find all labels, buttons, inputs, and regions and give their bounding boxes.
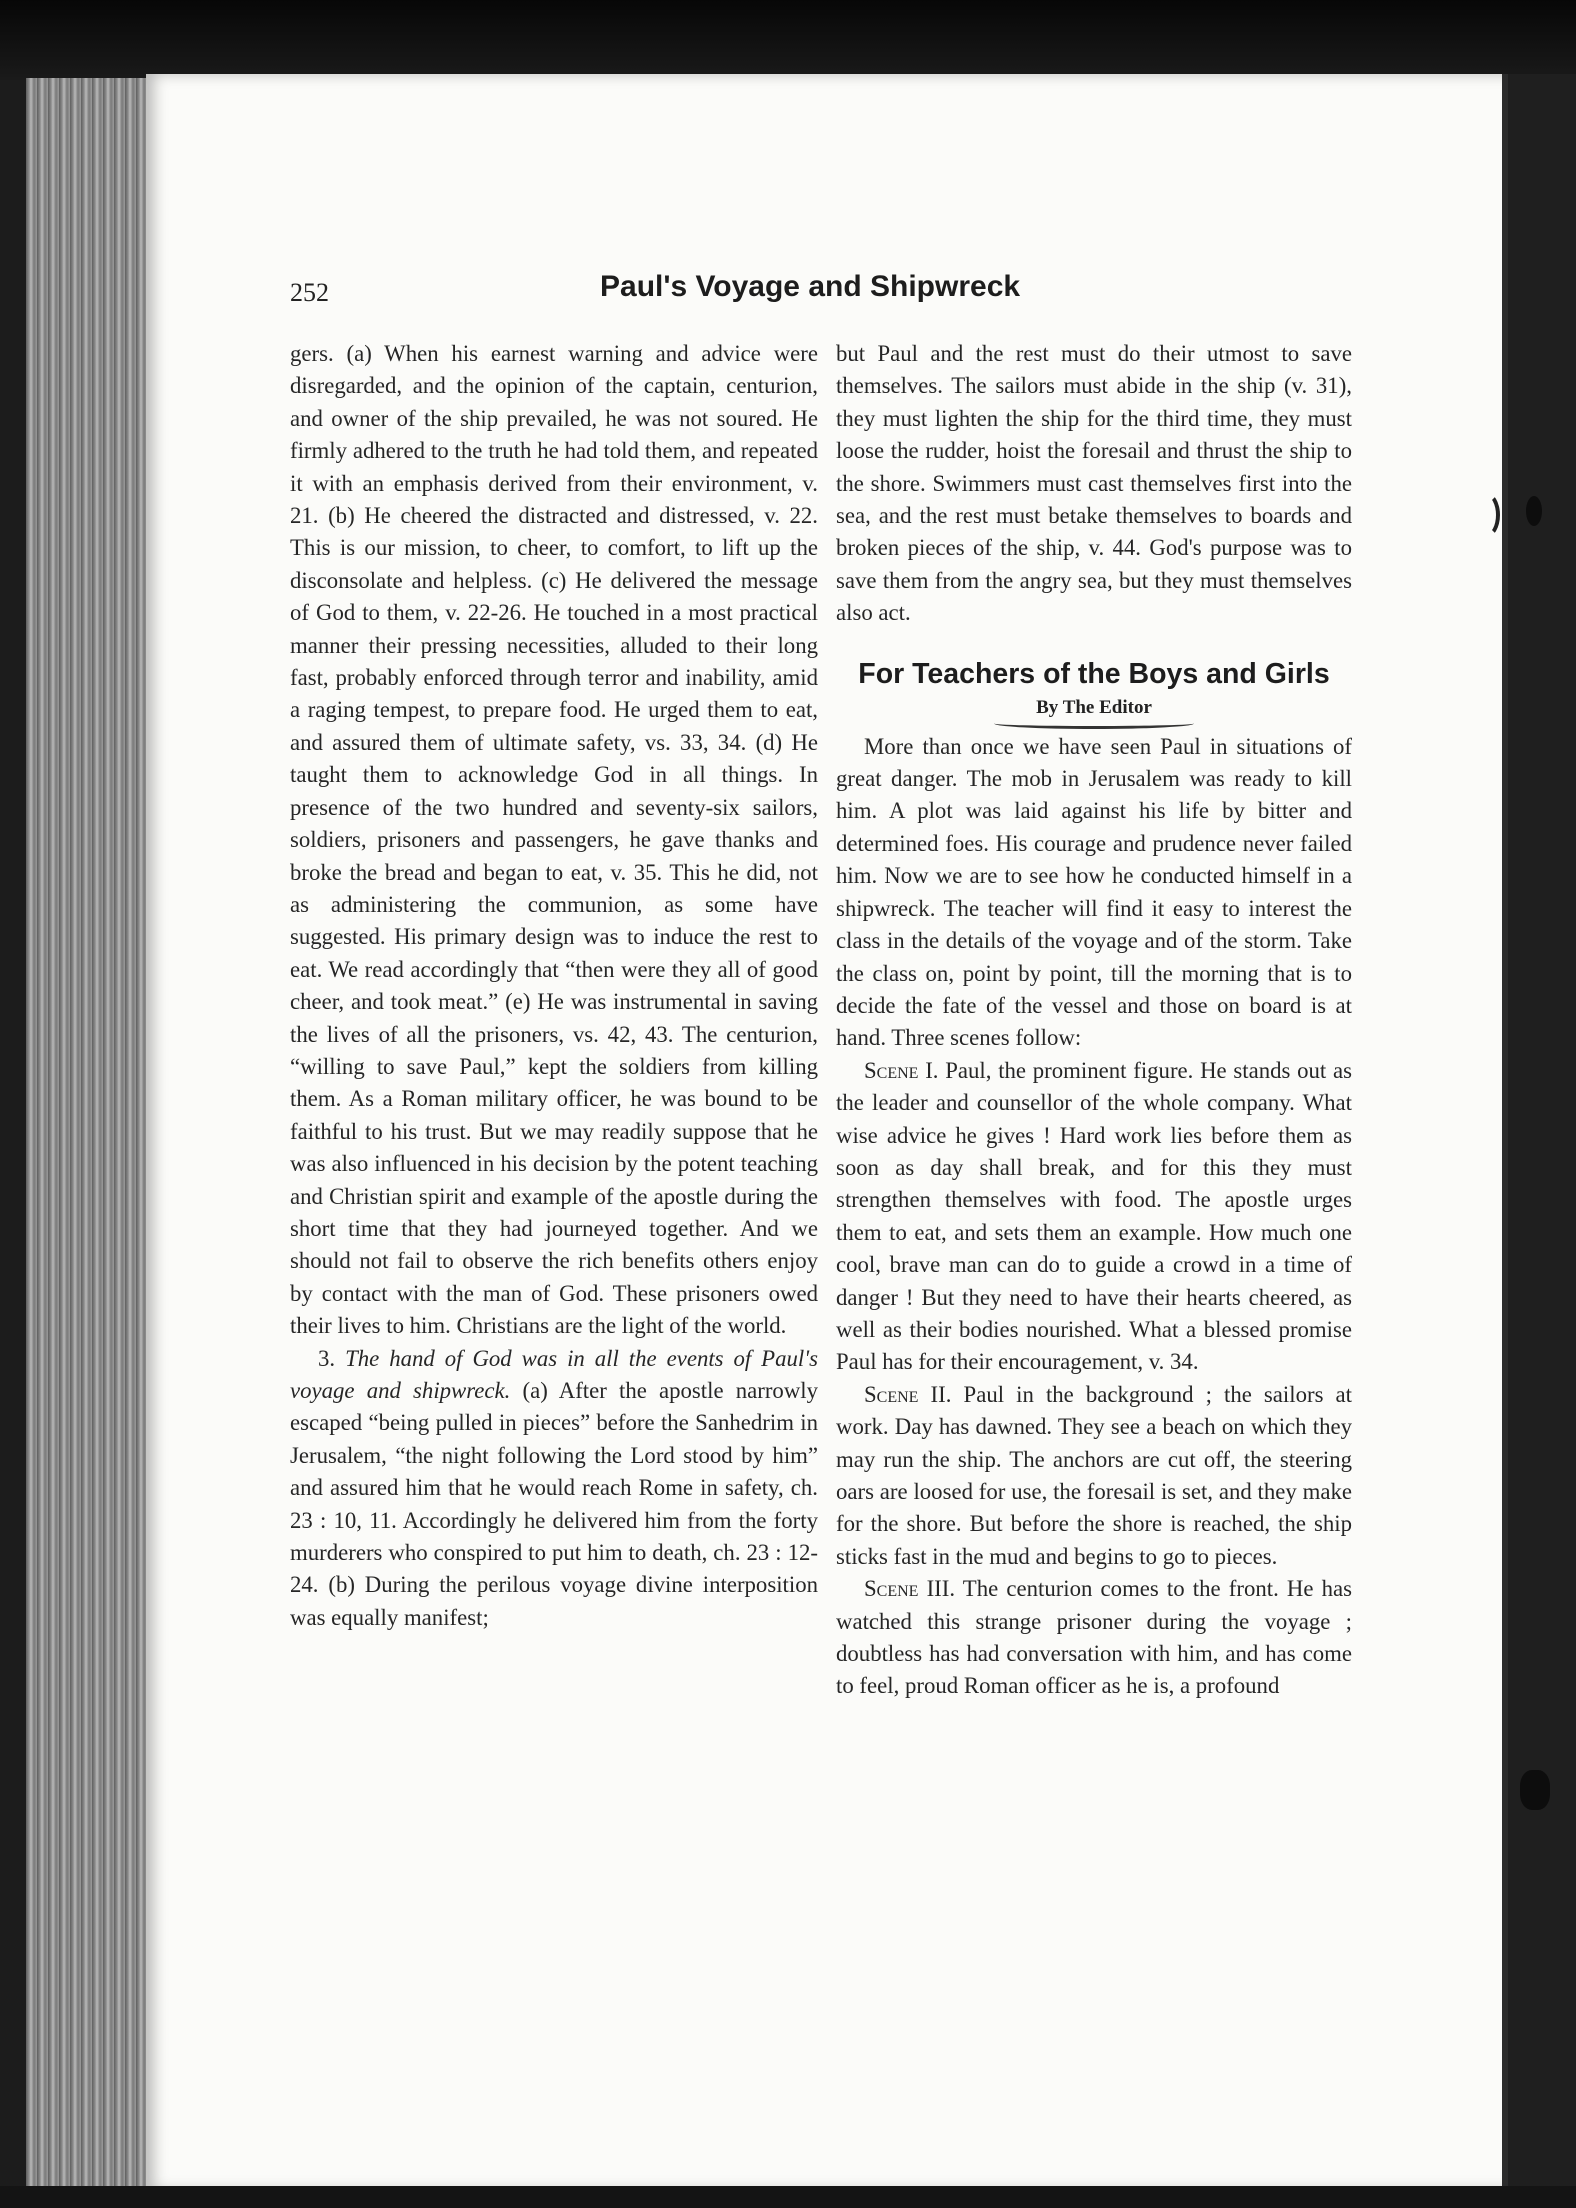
scene-2-label: Scene II. [864, 1381, 952, 1407]
point-heading: The hand of God was in all the events of Paul's voyage and shipwreck. [290, 1345, 818, 1403]
running-head [290, 270, 1390, 314]
left-paragraph-2 [290, 1343, 818, 1635]
scan-bottom-border [0, 2186, 1576, 2208]
scene-2-body: Paul in the background ; the sailors at work. Day has dawned. They see a beach on which they may run the ship. The anchors are cut off, the steering oars are loosed for use, the foresail is set, and they make for the shore. But before the shore is reached, the ship sticks fast in the mud and begins to go to pieces. [836, 1381, 1352, 1569]
point-number: 3. [318, 1345, 336, 1371]
scene-1-paragraph [836, 1055, 1352, 1379]
scene-3-paragraph [836, 1573, 1352, 1703]
point-body: (a) After the apostle narrowly escaped “being pulled in pieces” before the Sanhedrim in Jerusalem, “the night following the Lord stood by him” and assured him that he would reach Rome in safety, ch. 23 : 10, 11. Accordingly he delivered him from the forty murderers who conspired to put him to death, ch. 23 : 12-24. (b) During the perilous voyage divine interposition was equally manifest; [290, 1378, 819, 1630]
scene-2-paragraph [836, 1379, 1352, 1573]
right-paragraph-1: but Paul and the rest must do their utmost to save themselves. The sailors must abide in the ship (v. 31), they must lighten the ship for the third time, they must loose the rudder, hoist the foresail and thrust the ship to the shore. Swimmers must cast themselves first into the sea, and the rest must betake themselves to boards and broken pieces of the ship, v. 44. God's purpose was to save them from the angry sea, but they must themselves also act. [836, 341, 1352, 626]
right-column [836, 338, 1352, 1703]
right-paragraph-2: More than once we have seen Paul in situations of great danger. The mob in Jerusalem was ready to kill him. A plot was laid against his life by bitter and determined foes. His courage and prudence never failed him. Now we are to see how he conducted himself in a shipwreck. The teacher will find it easy to interest the class in the details of the voyage and of the storm. Take the class on, point by point, till the morning that is to decide the fate of the vessel and those on board is at hand. Three scenes follow: [836, 733, 1352, 1051]
left-column [290, 338, 818, 1634]
page-number: 252 [290, 278, 329, 307]
binding-hole-mark [1472, 492, 1500, 538]
scene-1-body: Paul, the prominent figure. He stands out as the leader and counsellor of the whole company. What wise advice he gives ! Hard work lies before them as soon as day shall break, and for this they must strengthen themselves with food. The apostle urges them to eat, and sets them an example. How much one cool, brave man can do to guide a crowd in a time of danger ! But they need to have their hearts cheered, as well as their bodies nourished. What a blessed promise Paul has for their encouragement, v. 34. [836, 1057, 1352, 1375]
byline-text: By The Editor [1036, 696, 1152, 718]
page-title: Paul's Voyage and Shipwreck [600, 270, 1021, 303]
binding-clip-mark [1526, 496, 1542, 526]
byline [836, 694, 1352, 729]
left-paragraph-1: gers. (a) When his earnest warning and advice were disregarded, and the opinion of the captain, centurion, and owner of the ship prevailed, he was not soured. He firmly adhered to the truth he had told them, and repeated it with an emphasis derived from their environment, v. 21. (b) He cheered the distracted and distressed, v. 22. This is our mission, to cheer, to comfort, to lift up the disconsolate and helpless. (c) He delivered the message of God to them, v. 22-26. He touched in a most practical manner their pressing necessities, alluded to their long fast, probably enforced through terror and inability, amid a raging tempest, to prepare food. He urged them to eat, and assured them of ultimate safety, vs. 33, 34. (d) He taught them to acknowledge God in all things. In presence of the two hundred and seventy-six sailors, soldiers, prisoners and passengers, he gave thanks and broke the bread and began to eat, v. 35. This he did, not as administering the communion, as some have suggested. His primary design was to induce the rest to eat. We read accordingly that “then were they all of good cheer, and took meat.” (e) He was instrumental in saving the lives of all the prisoners, vs. 42, 43. The centurion, “willing to save Paul,” kept the soldiers from killing them. As a Roman military officer, he was bound to be faithful to his trust. But we may readily suppose that he was also influenced in his decision by the potent teaching and Christian spirit and example of the apostle during the short time that they had journeyed together. And we should not fail to observe the rich benefits others enjoy by contact with the man of God. These prisoners owed their lives to him. Christians are the light of the world. [290, 341, 818, 1339]
scene-3-body: The centurion comes to the front. He has watched this strange prisoner during the voyage ; doubtless has had conversation with him, and has come to feel, proud Roman officer as he is, a profound [836, 1576, 1352, 1699]
section-heading: For Teachers of the Boys and Girls [858, 657, 1330, 690]
page-stack-edges [26, 78, 156, 2188]
scene-3-label: Scene III. [864, 1576, 956, 1602]
scene-1-label: Scene I. [864, 1057, 939, 1083]
scan-top-border [0, 0, 1576, 80]
binding-clip-mark-lower [1520, 1770, 1550, 1810]
scan-right-border [1508, 74, 1576, 2208]
byline-underline [994, 718, 1194, 729]
